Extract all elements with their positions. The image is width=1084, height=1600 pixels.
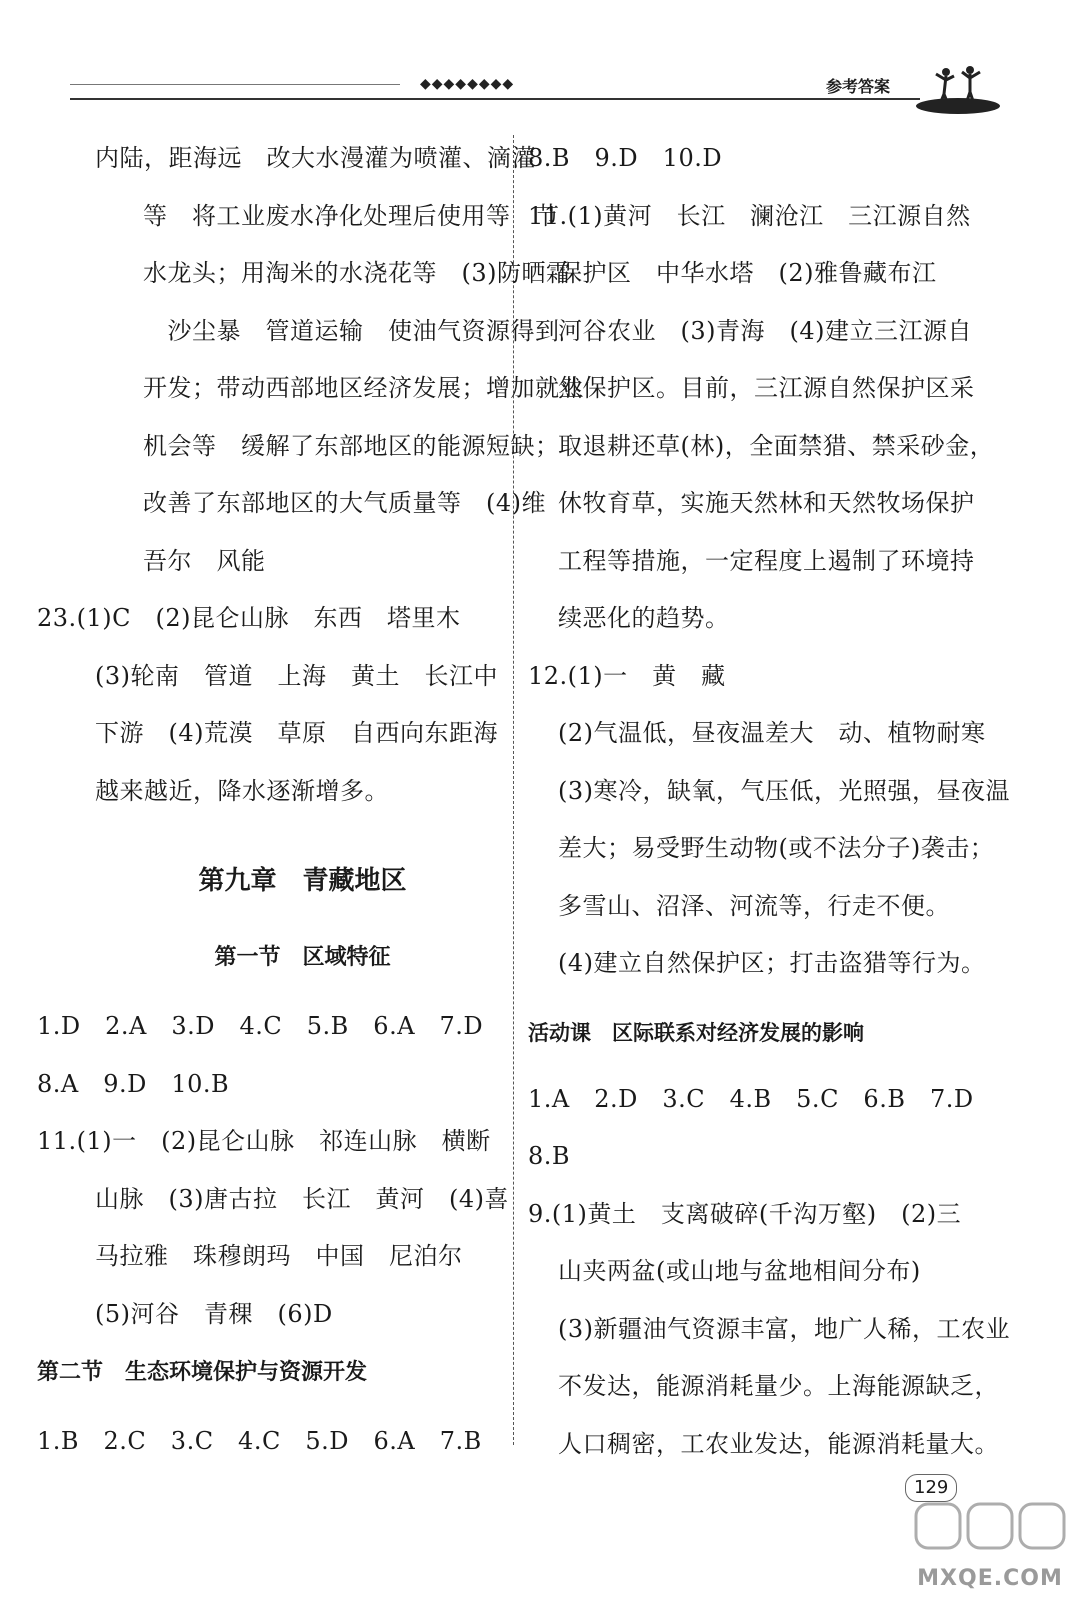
page-number: 129 [905, 1474, 957, 1502]
answer-line: 不发达，能源消耗量少。上海能源缺乏， [558, 1372, 999, 1400]
answer-line: 保护区 中华水塔 (2)雅鲁藏布江 [558, 259, 937, 287]
section-title: 第一节 区域特征 [214, 945, 391, 970]
text-line: 等 将工业废水净化处理后使用等 节 [143, 201, 560, 230]
answer-line: 工程等措施，一定程度上遏制了环境持 [558, 546, 975, 575]
answer-line: (2)气温低，昼夜温差大 动、植物耐寒 [558, 719, 986, 747]
answer-line: 11.(1)黄河 长江 澜沧江 三江源自然 [528, 201, 971, 230]
answer-line: 1.B 2.C 3.C 4.C 5.D 6.A 7.B [37, 1427, 482, 1455]
section-title: 第二节 生态环境保护与资源开发 [37, 1360, 368, 1385]
text-line: 机会等 缓解了东部地区的能源短缺； [143, 431, 560, 460]
text-line: 开发；带动西部地区经济发展；增加就业 [143, 374, 584, 402]
section-title: 活动课 区际联系对经济发展的影响 [528, 1020, 864, 1045]
watermark-text: MXQE.COM [917, 1566, 1063, 1591]
answer-line: 8.B 9.D 10.D [528, 144, 723, 172]
answer-line: (3)新疆油气资源丰富，地广人稀，工农业 [558, 1314, 1010, 1343]
answer-line: 11.(1)一 (2)昆仑山脉 祁连山脉 横断 [37, 1127, 491, 1155]
answer-line: 8.A 9.D 10.B [37, 1069, 230, 1098]
header-thin-rule [70, 84, 400, 85]
header-answer-label: 参考答案 [826, 77, 891, 96]
text-line: 越来越近，降水逐渐增多。 [95, 776, 389, 805]
answer-line: 人口稠密，工农业发达，能源消耗量大。 [558, 1429, 999, 1458]
answer-line: 山脉 (3)唐古拉 长江 黄河 (4)喜 [95, 1184, 509, 1213]
right-column [528, 130, 1010, 1473]
answer-line: 马拉雅 珠穆朗玛 中国 尼泊尔 [95, 1242, 463, 1270]
people-logo-icon [910, 60, 1010, 120]
text-line: (3)轮南 管道 上海 黄土 长江中 [95, 661, 498, 690]
answer-line: 12.(1)一 黄 藏 [528, 661, 726, 690]
text-line: 下游 (4)荒漠 草原 自西向东距海 [95, 719, 498, 747]
text-line: 23.(1)C (2)昆仑山脉 东西 塔里木 [37, 604, 461, 632]
chapter-title: 第九章 青藏地区 [198, 866, 407, 896]
text-line: 内陆，距海远 改大水漫灌为喷灌、滴灌 [95, 144, 536, 172]
text-line: 吾尔 风能 [143, 546, 266, 575]
answer-line: 续恶化的趋势。 [558, 604, 730, 632]
answer-line: 河谷农业 (3)青海 (4)建立三江源自 [558, 316, 972, 345]
answer-line: 1.A 2.D 3.C 4.B 5.C 6.B 7.D [528, 1084, 974, 1113]
header-diamond-ornament: ◆◆◆◆◆◆◆◆ [420, 76, 515, 92]
answer-line: 差大；易受野生动物(或不法分子)袭击； [558, 834, 995, 862]
answer-line: 多雪山、沼泽、河流等，行走不便。 [558, 891, 950, 920]
text-line: 改善了东部地区的大气质量等 (4)维 [143, 489, 546, 517]
text-line: 水龙头；用淘米的水浇花等 (3)防晒霜 [143, 259, 571, 287]
answer-line: 1.D 2.A 3.D 4.C 5.B 6.A 7.D [37, 1012, 484, 1040]
watermark-logo [910, 1500, 1080, 1599]
answer-line: 山夹两盆(或山地与盆地相间分布) [558, 1257, 921, 1285]
text-line: 沙尘暴 管道运输 使油气资源得到 [143, 316, 560, 345]
page-header [60, 60, 980, 120]
answer-line: 9.(1)黄土 支离破碎(千沟万壑) (2)三 [528, 1199, 962, 1228]
answer-line: 取退耕还草(林)，全面禁猎、禁采砂金， [558, 431, 995, 460]
answer-line: (3)寒冷，缺氧，气压低，光照强，昼夜温 [558, 776, 1010, 805]
answer-line: 8.B [528, 1142, 571, 1170]
answer-line: (5)河谷 青稞 (6)D [95, 1299, 333, 1328]
header-rule [70, 98, 920, 100]
answer-line: (4)建立自然保护区；打击盗猎等行为。 [558, 949, 986, 977]
answer-line: 然保护区。目前，三江源自然保护区采 [558, 374, 975, 402]
answer-line: 休牧育草，实施天然林和天然牧场保护 [558, 489, 975, 517]
